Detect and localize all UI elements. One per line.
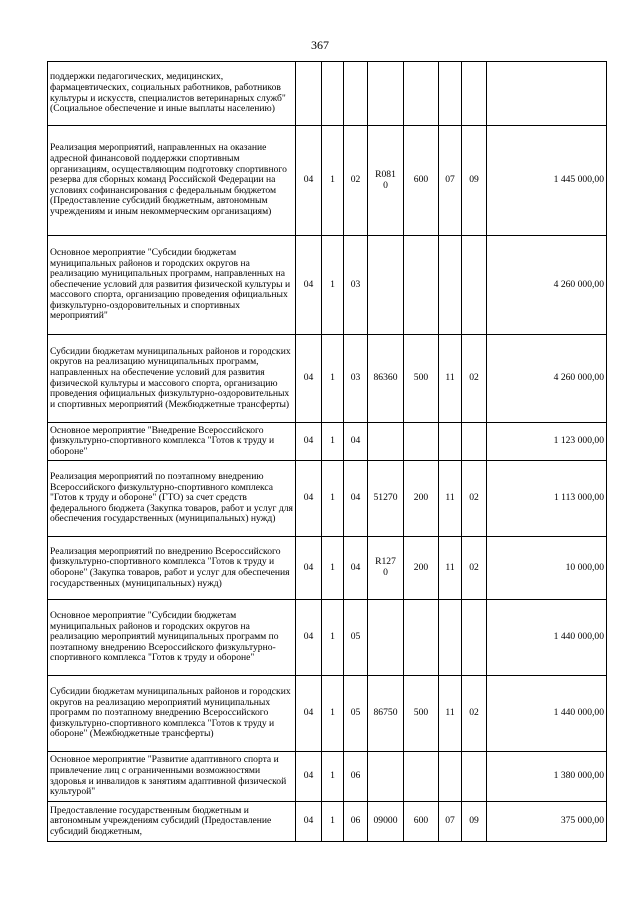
subprogram-code: 1 [322, 423, 344, 461]
expense-type-code [404, 752, 439, 802]
subsection-code: 02 [462, 461, 487, 537]
row-name: Основное мероприятие "Субсидии бюджетам муниципальных районов и городских округов на реализацию мероприятий муниципальных программ по поэтапному внедрению Всероссийского физкультурно-спортивного комплекса "Готов к труду и обороне" [48, 600, 296, 676]
subsection-code: 09 [462, 126, 487, 236]
program-code: 04 [296, 236, 322, 335]
row-name: Реализация мероприятий по поэтапному внедрению Всероссийского физкультурно-спортивного комплекса "Готов к труду и обороне" (ГТО) за счет средств федерального бюджета (Закупка товаров, работ и услуг для обеспечения государственных (муниципальных) нужд) [48, 461, 296, 537]
subprogram-code: 1 [322, 126, 344, 236]
expense-type-code [404, 423, 439, 461]
direction-code [368, 62, 404, 126]
subsection-code: 02 [462, 676, 487, 752]
expense-type-code [404, 600, 439, 676]
subprogram-code: 1 [322, 236, 344, 335]
direction-code: 51270 [368, 461, 404, 537]
table-row [48, 752, 607, 802]
subprogram-code: 1 [322, 335, 344, 423]
expense-type-code: 200 [404, 537, 439, 600]
row-name: Основное мероприятие "Субсидии бюджетам муниципальных районов и городских округов на реализацию муниципальных программ, направленных на обеспечение условий для развития физической культуры и массового спорта, организацию проведения официальных физкультурно-оздоровительных и спортивных мероприятий" [48, 236, 296, 335]
event-code: 04 [344, 423, 368, 461]
row-name: Реализация мероприятий по внедрению Всероссийского физкультурно-спортивного комплекса "Готов к труду и обороне" (Закупка товаров, работ и услуг для обеспечения государственных (муниципальных) нужд) [48, 537, 296, 600]
event-code: 05 [344, 600, 368, 676]
event-code: 04 [344, 461, 368, 537]
subprogram-code: 1 [322, 802, 344, 842]
amount: 1 440 000,00 [487, 676, 607, 752]
section-code [439, 600, 462, 676]
section-code: 11 [439, 461, 462, 537]
program-code: 04 [296, 676, 322, 752]
subprogram-code: 1 [322, 537, 344, 600]
event-code: 03 [344, 236, 368, 335]
direction-code [368, 423, 404, 461]
direction-code: 09000 [368, 802, 404, 842]
program-code: 04 [296, 423, 322, 461]
row-name: Реализация мероприятий, направленных на оказание адресной финансовой поддержки спортивным организациям, осуществляющим подготовку спортивного резерва для сборных команд Российской Федерации на условиях софинансирования с федеральным бюджетом (Предоставление субсидий бюджетным, автономным учреждениям и иным некоммерческим организациям) [48, 126, 296, 236]
table-row [48, 126, 607, 236]
subprogram-code [322, 62, 344, 126]
row-name: Основное мероприятие "Развитие адаптивного спорта и привлечение лиц с ограниченными возможностями здоровья и инвалидов к занятиям адаптивной физической культурой" [48, 752, 296, 802]
event-code: 04 [344, 537, 368, 600]
expense-type-code [404, 62, 439, 126]
expense-type-code: 600 [404, 126, 439, 236]
event-code: 03 [344, 335, 368, 423]
subprogram-code: 1 [322, 461, 344, 537]
row-name: Основное мероприятие "Внедрение Всероссийского физкультурно-спортивного комплекса "Готов к труду и обороне" [48, 423, 296, 461]
section-code: 07 [439, 802, 462, 842]
section-code: 11 [439, 335, 462, 423]
amount: 4 260 000,00 [487, 335, 607, 423]
table-row [48, 537, 607, 600]
direction-code [368, 752, 404, 802]
amount: 1 380 000,00 [487, 752, 607, 802]
section-code: 11 [439, 537, 462, 600]
table-row [48, 335, 607, 423]
direction-code: 86750 [368, 676, 404, 752]
subsection-code: 02 [462, 537, 487, 600]
subprogram-code: 1 [322, 752, 344, 802]
subsection-code: 09 [462, 802, 487, 842]
table-row [48, 600, 607, 676]
expense-type-code: 500 [404, 335, 439, 423]
amount: 1 123 000,00 [487, 423, 607, 461]
event-code: 06 [344, 802, 368, 842]
table-row [48, 423, 607, 461]
amount: 1 445 000,00 [487, 126, 607, 236]
amount [487, 62, 607, 126]
amount: 4 260 000,00 [487, 236, 607, 335]
direction-code: R081 0 [368, 126, 404, 236]
amount: 375 000,00 [487, 802, 607, 842]
event-code: 05 [344, 676, 368, 752]
program-code: 04 [296, 600, 322, 676]
program-code: 04 [296, 335, 322, 423]
section-code: 07 [439, 126, 462, 236]
subsection-code [462, 752, 487, 802]
program-code: 04 [296, 461, 322, 537]
table-row [48, 802, 607, 842]
subsection-code [462, 62, 487, 126]
direction-code: R127 0 [368, 537, 404, 600]
expense-type-code: 200 [404, 461, 439, 537]
program-code: 04 [296, 752, 322, 802]
budget-table [47, 61, 607, 842]
program-code: 04 [296, 126, 322, 236]
expense-type-code [404, 236, 439, 335]
program-code [296, 62, 322, 126]
event-code: 06 [344, 752, 368, 802]
event-code [344, 62, 368, 126]
row-name: Предоставление государственным бюджетным и автономным учреждениям субсидий (Предоставление субсидий бюджетным, [48, 802, 296, 842]
amount: 1 440 000,00 [487, 600, 607, 676]
amount: 10 000,00 [487, 537, 607, 600]
subsection-code: 02 [462, 335, 487, 423]
table-row [48, 461, 607, 537]
program-code: 04 [296, 537, 322, 600]
subsection-code [462, 600, 487, 676]
table-row [48, 676, 607, 752]
direction-code [368, 236, 404, 335]
section-code [439, 423, 462, 461]
expense-type-code: 600 [404, 802, 439, 842]
expense-type-code: 500 [404, 676, 439, 752]
page-number: 367 [311, 38, 329, 52]
event-code: 02 [344, 126, 368, 236]
amount: 1 113 000,00 [487, 461, 607, 537]
row-name: Субсидии бюджетам муниципальных районов и городских округов на реализацию мероприятий муниципальных программ по поэтапному внедрению Всероссийского физкультурно-спортивного комплекса "Готов к труду и обороне" (Межбюджетные трансферты) [48, 676, 296, 752]
section-code: 11 [439, 676, 462, 752]
direction-code [368, 600, 404, 676]
subsection-code [462, 236, 487, 335]
subprogram-code: 1 [322, 676, 344, 752]
table-row [48, 236, 607, 335]
program-code: 04 [296, 802, 322, 842]
subprogram-code: 1 [322, 600, 344, 676]
section-code [439, 62, 462, 126]
section-code [439, 236, 462, 335]
row-name: Субсидии бюджетам муниципальных районов и городских округов на реализацию муниципальных программ, направленных на обеспечение условий для развития физической культуры и массового спорта, организацию проведения официальных физкультурно-оздоровительных и спортивных мероприятий (Межбюджетные трансферты) [48, 335, 296, 423]
direction-code: 86360 [368, 335, 404, 423]
subsection-code [462, 423, 487, 461]
table-row [48, 62, 607, 126]
section-code [439, 752, 462, 802]
row-name: поддержки педагогических, медицинских, фармацевтических, социальных работников, работников культуры и искусств, специалистов ветеринарных служб" (Социальное обеспечение и иные выплаты населению) [48, 62, 296, 126]
